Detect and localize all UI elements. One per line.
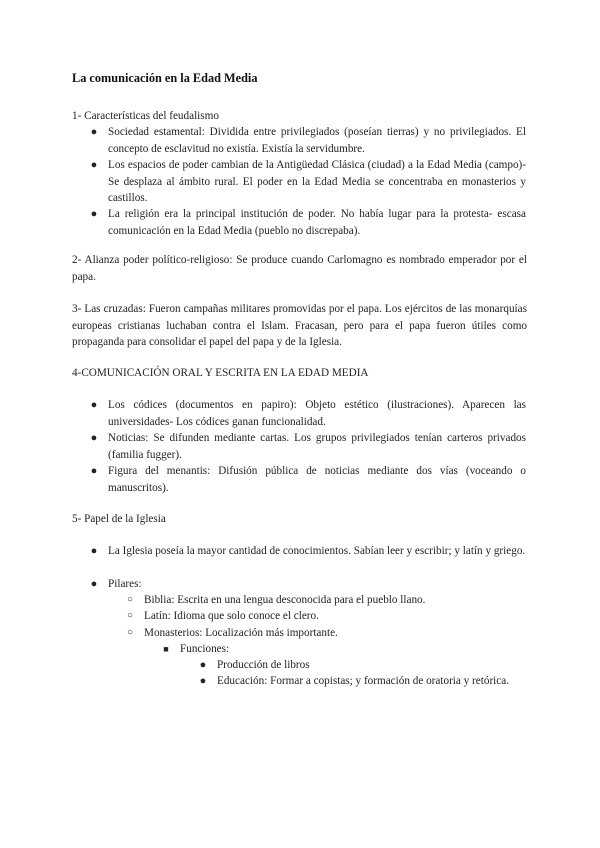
section-4-heading: 4-COMUNICACIÓN ORAL Y ESCRITA EN LA EDAD MEDIA <box>72 367 369 379</box>
list-item-text: Sociedad estamental: Dividida entre privilegiados (poseían tierras) y no privilegiados. El concepto de esclavitud no existía. Existía la servidumbre. <box>108 126 526 155</box>
section-5-heading: 5- Papel de la Iglesia <box>72 513 166 525</box>
sub-list-item-text: Monasterios: Localización más importante. <box>144 627 338 639</box>
sub-sub-sub-list-item <box>199 657 527 674</box>
list-item-text: Figura del menantis: Difusión pública de noticias mediante dos vías (voceando o manuscritos). <box>108 465 526 494</box>
bullet-disc-icon: ● <box>90 399 98 411</box>
list-item-text: La religión era la principal institución de poder. No había lugar para la protesta- escasa comunicación en la Edad Media (pueblo no discrepaba). <box>108 208 526 237</box>
sub-sub-sub-list-item <box>199 673 527 690</box>
bullet-disc-icon: ● <box>90 208 98 220</box>
bullet-circle-icon: ○ <box>126 594 134 605</box>
list-item <box>90 206 526 239</box>
section-1-heading: 1- Características del feudalismo <box>72 110 219 122</box>
bullet-disc-icon: ● <box>90 159 98 171</box>
list-item-text: Noticias: Se difunden mediante cartas. Los grupos privilegiados tenían carteros privados (familia fugger). <box>108 432 526 461</box>
bullet-disc-icon: ● <box>90 578 98 590</box>
document-title: La comunicación en la Edad Media <box>72 71 258 85</box>
sub-sub-list-item <box>163 641 520 658</box>
bullet-circle-icon: ○ <box>126 627 134 638</box>
bullet-square-icon: ■ <box>163 644 169 654</box>
section-2-paragraph: 2- Alianza poder político-religioso: Se produce cuando Carlomagno es nombrado emperador por el papa. <box>72 254 527 283</box>
section-3-paragraph: 3- Las cruzadas: Fueron campañas militares promovidas por el papa. Los ejércitos de las monarquías europeas cristianas luchaban contra el Islam. Fracasan, pero para el papa fueron útiles como propaganda para consolidar el papel del papa y de la Iglesia. <box>72 303 527 348</box>
list-item <box>90 157 526 207</box>
bullet-disc-icon: ● <box>90 545 98 557</box>
list-item <box>90 463 526 496</box>
list-item <box>90 397 526 430</box>
sub-sub-list-item-text: Funciones: <box>180 643 230 655</box>
list-item-text: La Iglesia poseía la mayor cantidad de conocimientos. Sabían leer y escribir; y latín y griego. <box>108 545 526 557</box>
bullet-disc-icon: ● <box>199 659 207 671</box>
sub-list-item-text: Latín: Idioma que solo conoce el clero. <box>144 610 319 622</box>
sub-sub-sub-list-item-text: Producción de libros <box>217 659 310 671</box>
sub-list-item-text: Biblia: Escrita en una lengua desconocida para el pueblo llano. <box>144 594 426 606</box>
sub-sub-sub-list-item-text: Educación: Formar a copistas; y formación de oratoria y retórica. <box>217 675 510 687</box>
list-item-text: Los espacios de poder cambian de la Antigüedad Clásica (ciudad) a la Edad Media (campo)-Se desplaza al ámbito rural. El poder en la Edad Media se concentraba en monasterios y castillos. <box>108 159 526 204</box>
list-item <box>90 576 526 593</box>
list-item-text: Pilares: <box>108 578 142 590</box>
list-item <box>90 124 526 157</box>
bullet-disc-icon: ● <box>90 432 98 444</box>
sub-list-item <box>126 608 524 625</box>
list-item <box>90 543 530 560</box>
list-item <box>90 430 526 463</box>
bullet-disc-icon: ● <box>199 675 207 687</box>
bullet-disc-icon: ● <box>90 465 98 477</box>
sub-list-item <box>126 592 524 609</box>
bullet-circle-icon: ○ <box>126 610 134 621</box>
list-item-text: Los códices (documentos en papiro): Objeto estético (ilustraciones). Aparecen las universidades- Los códices ganan funcionalidad. <box>108 399 526 428</box>
sub-list-item <box>126 625 524 642</box>
bullet-disc-icon: ● <box>90 126 98 138</box>
